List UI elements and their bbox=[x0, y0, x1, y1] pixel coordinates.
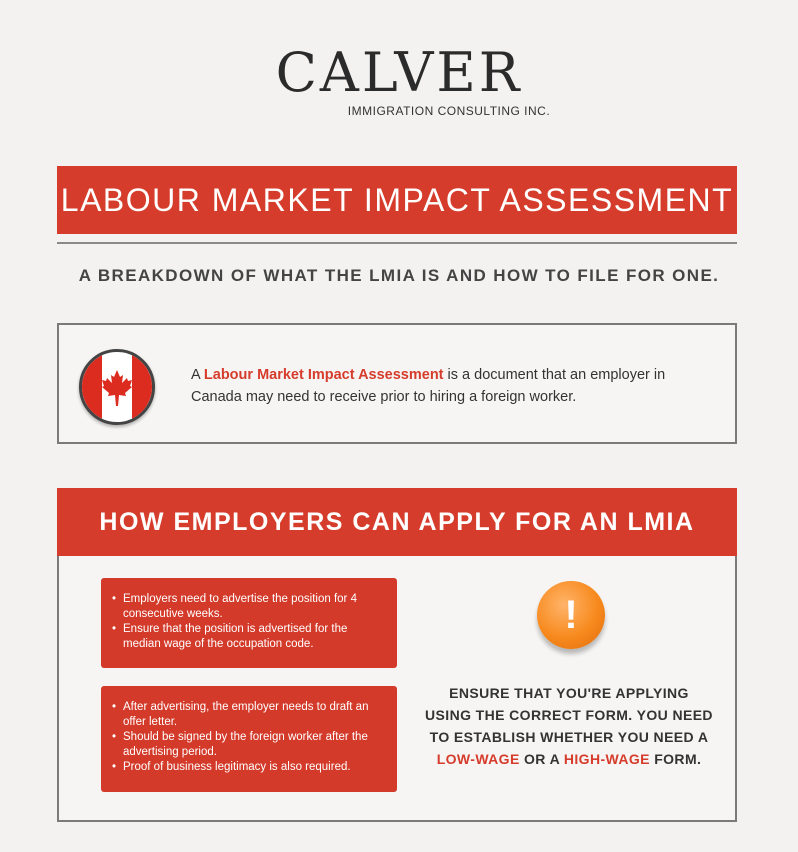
low-wage-label: LOW-WAGE bbox=[436, 751, 520, 767]
list-item: • Should be signed by the foreign worker after the advertising period. bbox=[109, 730, 387, 760]
list-item: • Proof of business legitimacy is also required. bbox=[109, 760, 387, 775]
intro-text bbox=[191, 364, 711, 408]
advertising-steps bbox=[101, 578, 397, 668]
intro-highlight: Labour Market Impact Assessment bbox=[203, 367, 444, 383]
offer-steps bbox=[101, 686, 397, 792]
intro-box bbox=[57, 323, 737, 444]
list-item: • Employers need to advertise the position for 4 consecutive weeks. bbox=[109, 592, 387, 622]
canada-flag-icon bbox=[79, 349, 155, 425]
intro-suffix: is a document that an employer in Canada may need to receive prior to hiring a foreign worker. bbox=[191, 367, 666, 405]
warning-part2: OR A bbox=[519, 751, 564, 767]
logo-subtitle: IMMIGRATION CONSULTING INC. bbox=[347, 104, 551, 118]
list-item: • After advertising, the employer needs to draft an offer letter. bbox=[109, 700, 387, 730]
list-item: • Ensure that the position is advertised for the median wage of the occupation code. bbox=[109, 622, 387, 652]
how-to-apply-section bbox=[57, 488, 737, 822]
intro-prefix: A bbox=[191, 367, 204, 383]
page-subtitle: A BREAKDOWN OF WHAT THE LMIA IS AND HOW TO FILE FOR ONE. bbox=[78, 266, 720, 285]
logo bbox=[0, 41, 798, 118]
warning-part1: ENSURE THAT YOU'RE APPLYING USING THE CORRECT FORM. YOU NEED TO ESTABLISH WHETHER YOU NEED A bbox=[425, 685, 713, 745]
page-title: LABOUR MARKET IMPACT ASSESSMENT bbox=[57, 166, 737, 234]
high-wage-label: HIGH-WAGE bbox=[563, 751, 650, 767]
logo-name: CALVER bbox=[275, 41, 523, 104]
section-header: HOW EMPLOYERS CAN APPLY FOR AN LMIA bbox=[57, 488, 737, 556]
warning-text bbox=[424, 682, 714, 770]
title-divider bbox=[57, 242, 737, 244]
warning-part3: FORM. bbox=[649, 751, 702, 767]
exclamation-icon: ! bbox=[537, 581, 605, 649]
